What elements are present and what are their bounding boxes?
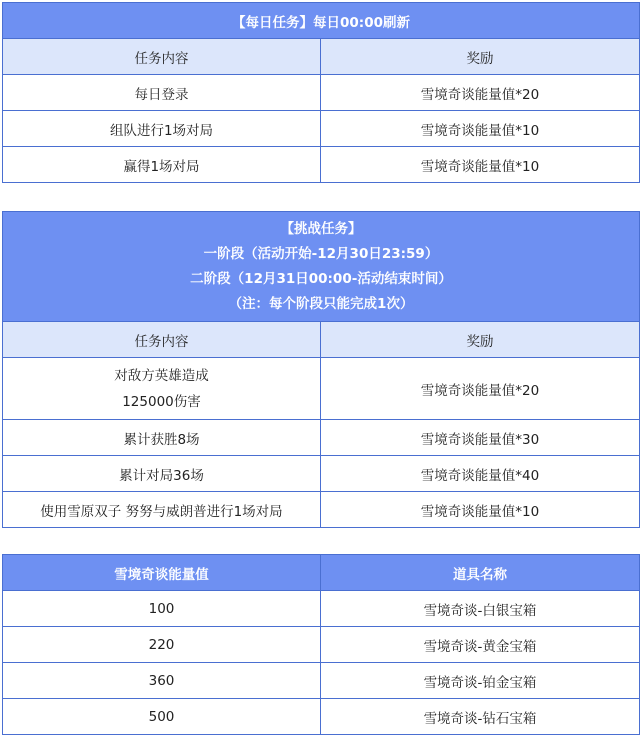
table-row xyxy=(3,75,640,111)
challenge-phase-one: 一阶段（活动开始-12月30日23:59） xyxy=(203,245,439,262)
challenge-task-title xyxy=(3,212,640,322)
reward-cell: 雪境奇谈能量值*10 xyxy=(321,492,640,528)
item-col-header: 道具名称 xyxy=(321,555,640,591)
task-cell: 赢得1场对局 xyxy=(3,147,321,183)
reward-cell: 雪境奇谈能量值*10 xyxy=(321,147,640,183)
reward-cell: 雪境奇谈能量值*30 xyxy=(321,420,640,456)
table-row xyxy=(3,699,640,735)
energy-cell: 100 xyxy=(3,591,321,627)
table-row xyxy=(3,591,640,627)
energy-reward-table xyxy=(2,554,640,735)
task-cell xyxy=(3,358,321,420)
table-row xyxy=(3,492,640,528)
challenge-col-task-header: 任务内容 xyxy=(3,322,321,358)
challenge-phase-two: 二阶段（12月31日00:00-活动结束时间） xyxy=(190,270,452,287)
task-cell: 累计获胜8场 xyxy=(3,420,321,456)
item-cell: 雪境奇谈-钻石宝箱 xyxy=(321,699,640,735)
table-row xyxy=(3,663,640,699)
challenge-note: （注：每个阶段只能完成1次） xyxy=(228,295,414,312)
table-row xyxy=(3,420,640,456)
challenge-title-line: 【挑战任务】 xyxy=(280,220,362,237)
daily-task-table xyxy=(2,2,640,183)
table-row xyxy=(3,627,640,663)
energy-cell: 500 xyxy=(3,699,321,735)
table-row xyxy=(3,456,640,492)
task-cell: 组队进行1场对局 xyxy=(3,111,321,147)
energy-cell: 360 xyxy=(3,663,321,699)
reward-cell: 雪境奇谈能量值*40 xyxy=(321,456,640,492)
energy-cell: 220 xyxy=(3,627,321,663)
task-line: 125000伤害 xyxy=(122,393,201,410)
challenge-col-reward-header: 奖励 xyxy=(321,322,640,358)
daily-col-reward-header: 奖励 xyxy=(321,39,640,75)
item-cell: 雪境奇谈-铂金宝箱 xyxy=(321,663,640,699)
table-row xyxy=(3,358,640,420)
item-cell: 雪境奇谈-黄金宝箱 xyxy=(321,627,640,663)
energy-col-header: 雪境奇谈能量值 xyxy=(3,555,321,591)
item-cell: 雪境奇谈-白银宝箱 xyxy=(321,591,640,627)
daily-task-title: 【每日任务】每日00:00刷新 xyxy=(3,3,640,39)
daily-col-task-header: 任务内容 xyxy=(3,39,321,75)
task-line: 对敌方英雄造成 xyxy=(114,367,209,384)
task-cell: 累计对局36场 xyxy=(3,456,321,492)
table-row xyxy=(3,147,640,183)
reward-cell: 雪境奇谈能量值*20 xyxy=(321,75,640,111)
challenge-task-table xyxy=(2,211,640,528)
reward-cell: 雪境奇谈能量值*10 xyxy=(321,111,640,147)
table-row xyxy=(3,111,640,147)
task-cell: 使用雪原双子 努努与威朗普进行1场对局 xyxy=(3,492,321,528)
reward-cell: 雪境奇谈能量值*20 xyxy=(321,358,640,420)
task-cell: 每日登录 xyxy=(3,75,321,111)
